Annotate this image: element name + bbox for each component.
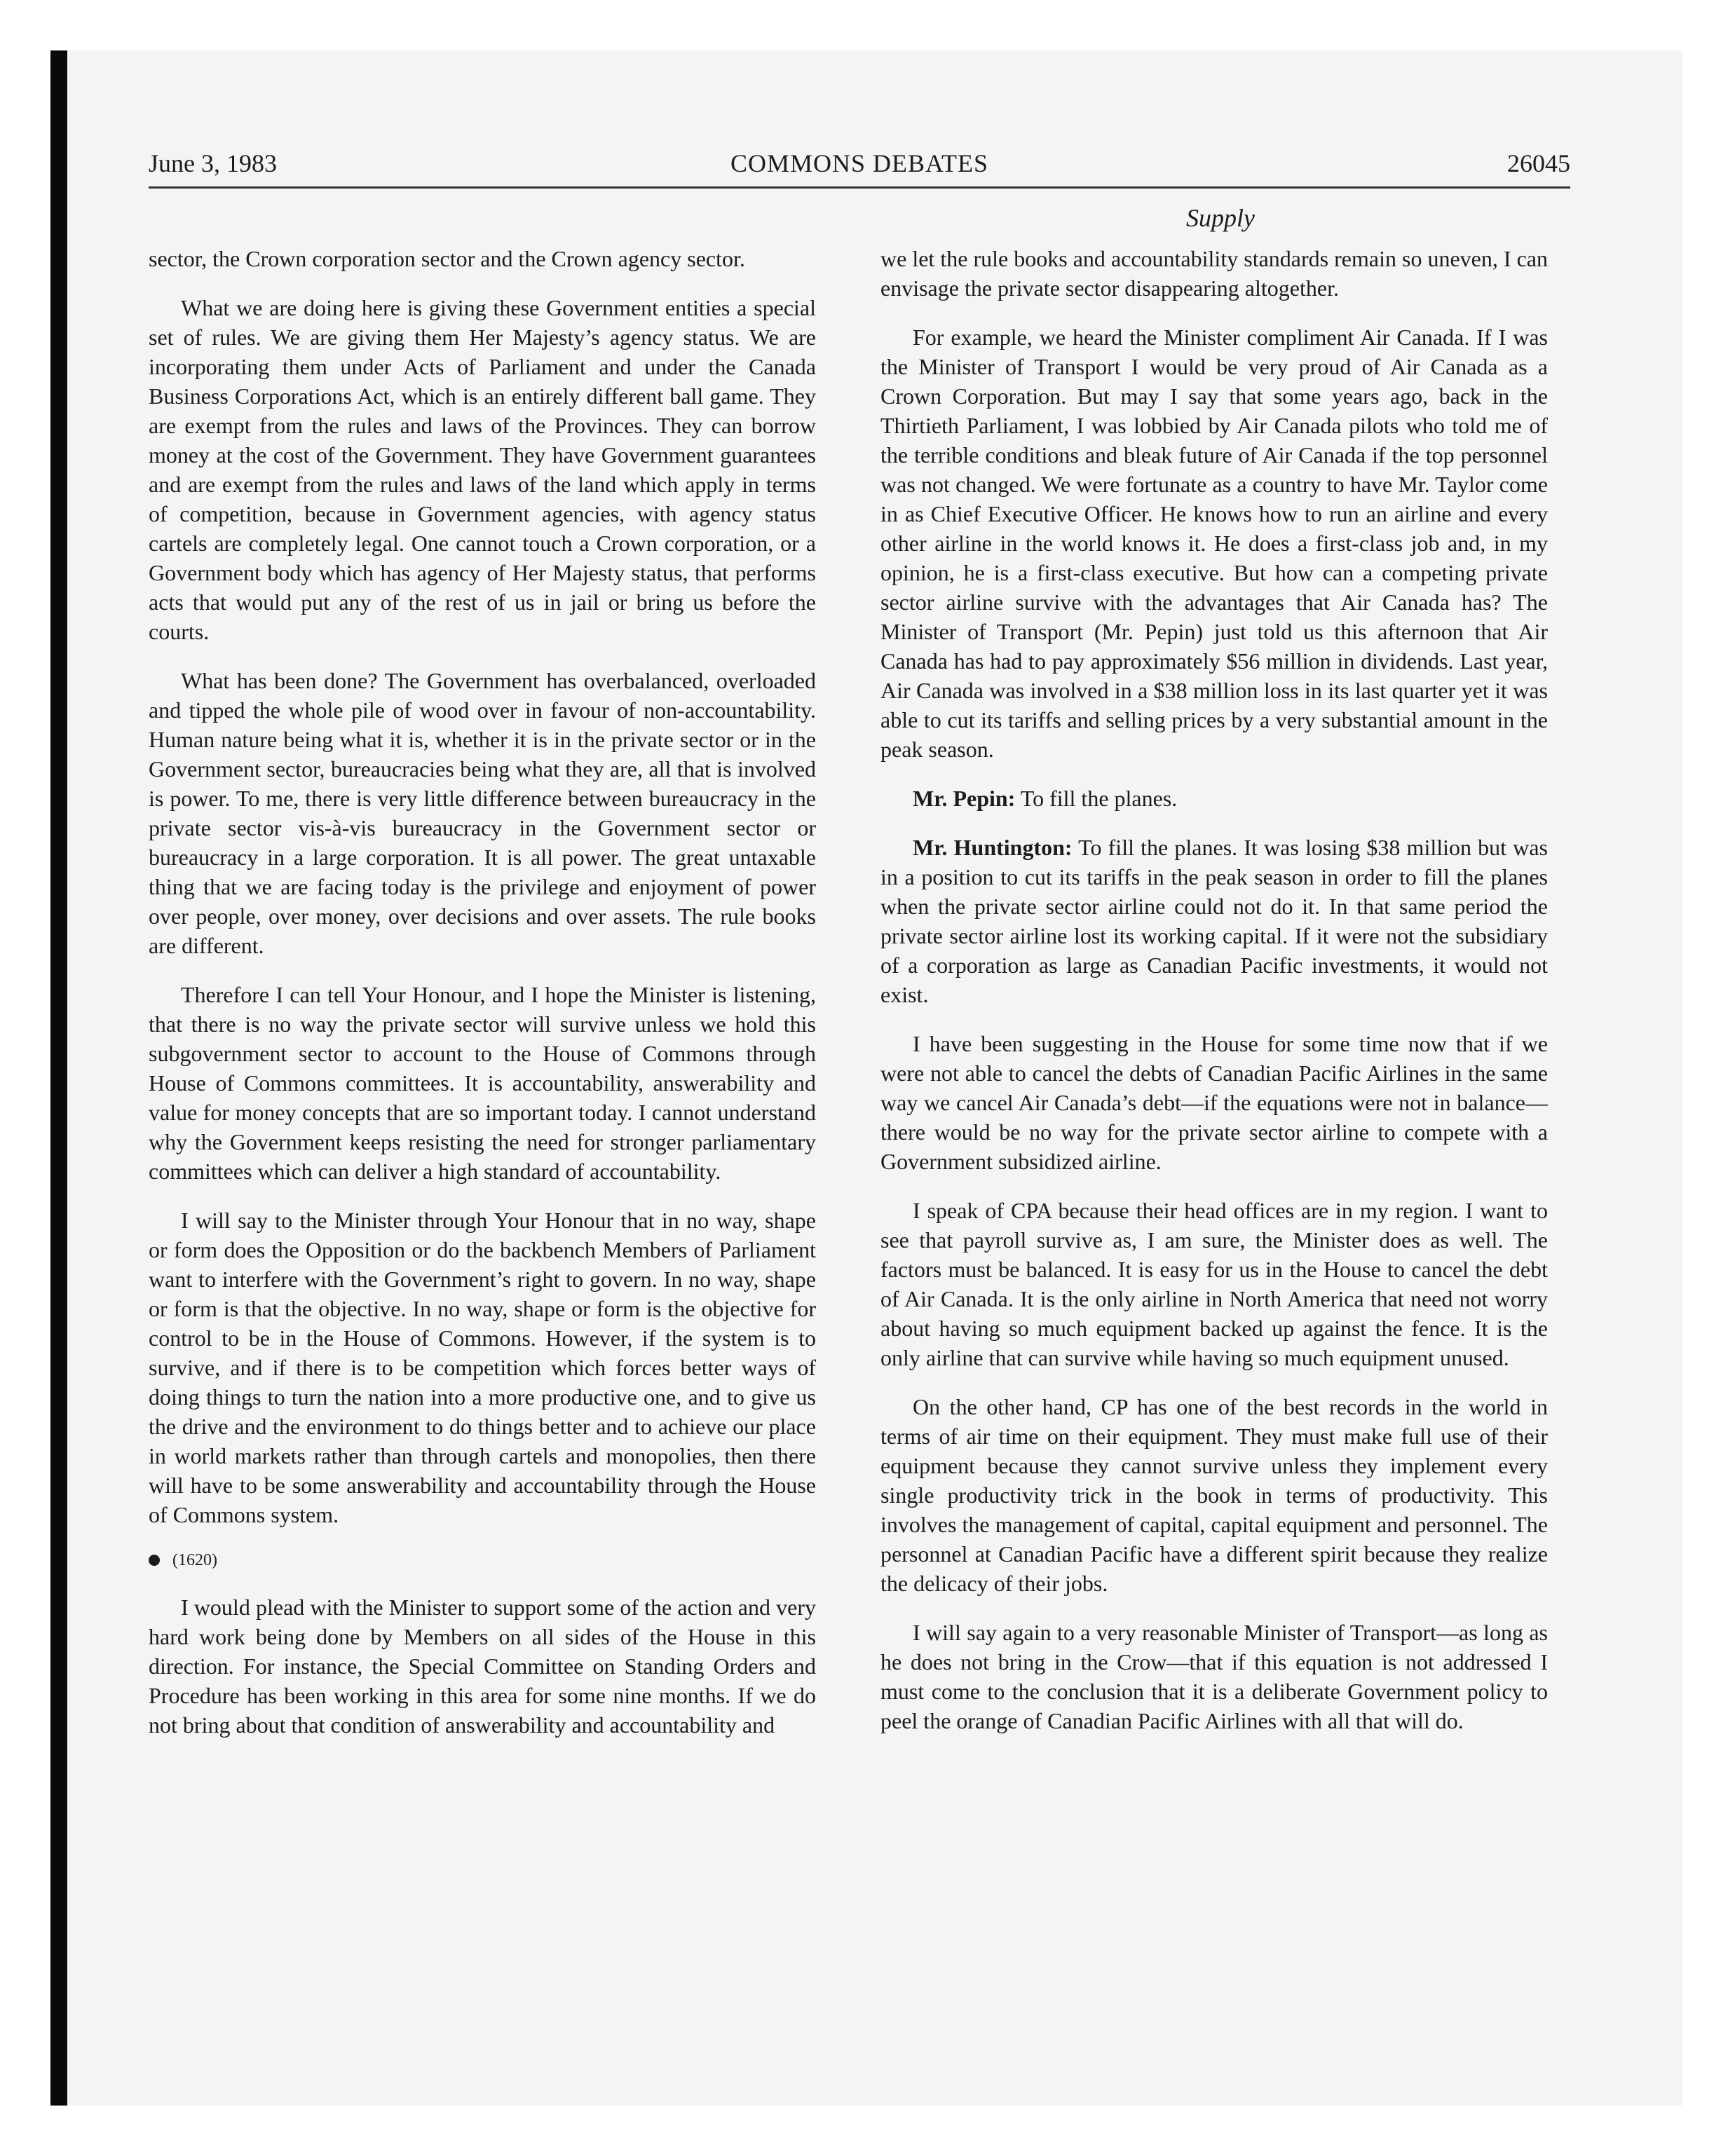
speaker-name: Mr. Pepin: — [913, 786, 1016, 811]
speech-huntington — [880, 833, 1548, 1009]
paragraph: I have been suggesting in the House for some time now that if we were not able to cancel the debts of Canadian Pacific Airlines in the same way we cancel Air Canada’s debt—if the equations were not in balance—there would be no way for the private sector airline to compete with a Government subsidized airline. — [880, 1031, 1548, 1174]
speaker-name: Mr. Huntington: — [913, 835, 1073, 860]
paragraph: we let the rule books and accountability standards remain so uneven, I can envisage the private sector disappearing altogether. — [880, 246, 1548, 301]
header-rule — [149, 186, 1570, 189]
time-marker — [149, 1549, 816, 1571]
speech-text: To fill the planes. — [1020, 786, 1178, 811]
bullet-icon — [149, 1555, 160, 1566]
paragraph: On the other hand, CP has one of the best records in the world in terms of air time on their equipment. They must make full use of their equipment because they cannot survive unless they implement every single productivity trick in the book in terms of productivity. This involves the management of capital, capital equipment and personnel. The personnel at Canadian Pacific have a different spirit because they realize the delicacy of their jobs. — [880, 1394, 1548, 1596]
paragraph: What has been done? The Government has overbalanced, overloaded and tipped the whole pile of wood over in favour of non-accountability. Human nature being what it is, whether it is in the private sector or in the Government sector, bureaucracies being what they are, all that is involved is power. To me, there is very little difference between bureaucracy in the private sector vis-à-vis bureaucracy in the Government sector or bureaucracy in a large corporation. It is all power. The great untaxable thing that we are facing today is the privilege and enjoyment of power over people, over money, over decisions and over assets. The rule books are different. — [149, 668, 816, 958]
right-column — [880, 244, 1548, 1755]
paragraph: I will say again to a very reasonable Minister of Transport—as long as he does not bring in the Crow—that if this equation is not addressed I must come to the conclusion that it is a deliberate Government policy to peel the orange of Canadian Pacific Airlines with all that will do. — [880, 1620, 1548, 1733]
header-date: June 3, 1983 — [149, 149, 277, 177]
speech-text: To fill the planes. It was losing $38 million but was in a position to cut its tariffs in the peak season in order to fill the planes when the private sector airline could not do it. In that same period the private sector airline lost its working capital. If it were not the subsidiary of a corporation as large as Canadian Pacific investments, it would not exist. — [880, 835, 1549, 1007]
header-page-number: 26045 — [1507, 149, 1570, 177]
scan-edge-shadow — [50, 50, 67, 2106]
left-column — [149, 244, 816, 1759]
section-heading: Supply — [1186, 204, 1255, 232]
paragraph: I speak of CPA because their head offices are in my region. I want to see that payroll survive as, I am sure, the Minister does as well. The factors must be balanced. It is easy for us in the House to cancel the debt of Air Canada. It is the only airline in North America that need not worry about having so much equipment backed up against the fence. It is the only airline that can survive while having so much equipment unused. — [880, 1198, 1548, 1370]
paragraph: sector, the Crown corporation sector and the Crown agency sector. — [149, 246, 745, 271]
paragraph: I would plead with the Minister to support some of the action and very hard work being done by Members on all sides of the House in this direction. For instance, the Special Committee on Standing Orders and Procedure has been working in this area for some nine months. If we do not bring about that condition of answerability and accountability and — [149, 1595, 816, 1738]
paragraph: What we are doing here is giving these Government entities a special set of rules. We are giving them Her Majesty’s agency status. We are incorporating them under Acts of Parliament and under the Canada Business Corporations Act, which is an entirely different ball game. They are exempt from the rules and laws of the Provinces. They can borrow money at the cost of the Government. They have Government guarantees and are exempt from the rules and laws of the land which apply in terms of competition, because in Government agencies, with agency status cartels are completely legal. One cannot touch a Crown corporation, or a Government body which has agency of Her Majesty status, that performs acts that would put any of the rest of us in jail or bring us before the courts. — [149, 295, 816, 644]
paragraph: Therefore I can tell Your Honour, and I hope the Minister is listening, that there is no way the private sector will survive unless we hold this subgovernment sector to account to the House of Commons through House of Commons committees. It is accountability, answerability and value for money concepts that are so important today. I cannot understand why the Government keeps resisting the need for stronger parliamentary committees which can deliver a high standard of accountability. — [149, 982, 816, 1184]
paragraph: For example, we heard the Minister compliment Air Canada. If I was the Minister of Transport I would be very proud of Air Canada as a Crown Corporation. But may I say that some years ago, back in the Thirtieth Parliament, I was lobbied by Air Canada pilots who told me of the terrible conditions and bleak future of Air Canada if the top personnel was not changed. We were fortunate as a country to have Mr. Taylor come in as Chief Executive Officer. He knows how to run an airline and every other airline in the world knows it. He does a first-class job and, in my opinion, he is a first-class executive. But how can a competing private sector airline survive with the advantages that Air Canada has? The Minister of Transport (Mr. Pepin) just told us this afternoon that Air Canada has had to pay approximately $56 million in dividends. Last year, Air Canada was involved in a $38 million loss in its last quarter yet it was able to cut its tariffs and selling prices by a very substantial amount in the peak season. — [880, 325, 1548, 762]
running-header — [149, 149, 1570, 188]
speech-pepin — [880, 784, 1548, 813]
time-marker-text: (1620) — [172, 1551, 217, 1569]
header-title: COMMONS DEBATES — [730, 149, 989, 177]
paragraph: I will say to the Minister through Your Honour that in no way, shape or form does the Opposition or do the backbench Members of Parliament want to interfere with the Government’s right to govern. In no way, shape or form is that the objective. In no way, shape or form is the objective for control to be in the House of Commons. However, if the system is to survive, and if there is to be competition which forces better ways of doing things to turn the nation into a more productive one, and to give us the drive and the environment to do things better and to achieve our place in world markets rather than through cartels and monopolies, then there will have to be some answerability and accountability through the House of Commons system. — [149, 1208, 816, 1527]
